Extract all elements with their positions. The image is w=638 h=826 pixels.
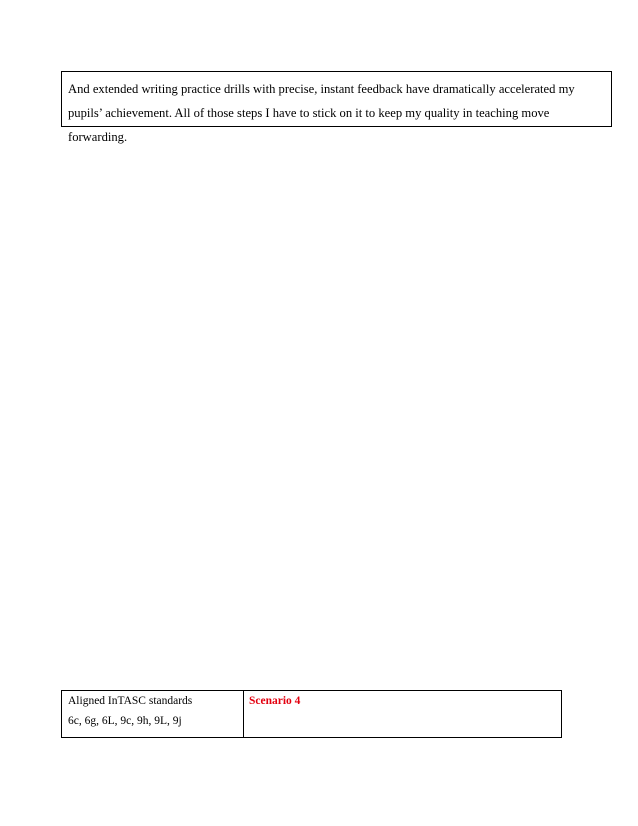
standards-label: Aligned InTASC standards <box>68 695 193 707</box>
standards-cell <box>62 691 244 737</box>
reflection-paragraph: And extended writing practice drills with precise, instant feedback have dramatically accelerated my pupils’ achievement. All of those steps I have to stick on it to keep my quality in teaching move forwarding. <box>68 82 575 144</box>
standards-table <box>61 690 562 738</box>
scenario-title: Scenario 4 <box>249 695 301 707</box>
reflection-text-box <box>61 71 612 144</box>
scenario-cell <box>244 691 561 737</box>
standards-list: 6c, 6g, 6L, 9c, 9h, 9L, 9j <box>68 715 182 727</box>
